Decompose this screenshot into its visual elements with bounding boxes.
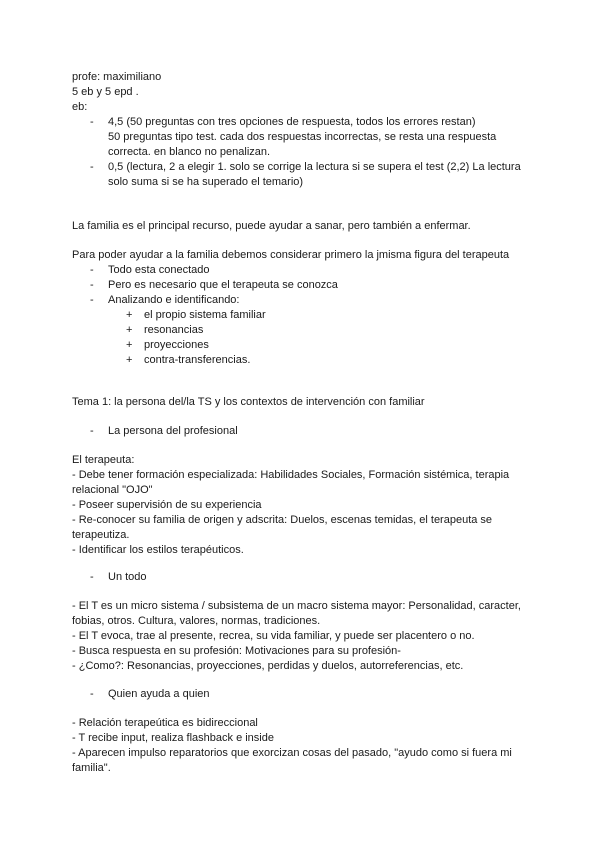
- dash-marker: -: [90, 279, 94, 291]
- sub-item: [72, 323, 542, 338]
- dash-marker: -: [90, 571, 94, 583]
- para-block: [72, 248, 542, 368]
- quien-line: - Aparecen impulso reparatorios que exorcizan cosas del pasado, "ayudo como si fuera mi: [72, 747, 512, 759]
- eb-item-line: 4,5 (50 preguntas con tres opciones de respuesta, todos los errores restan): [108, 116, 476, 128]
- sub-item: [72, 353, 542, 368]
- para-item-text: Analizando e identificando:: [108, 294, 240, 306]
- untodo-block: [72, 599, 542, 674]
- terapeuta-line: - Debe tener formación especializada: Habilidades Sociales, Formación sistémica, terapia: [72, 469, 510, 481]
- dash-marker: -: [90, 264, 94, 276]
- untodo-line: - ¿Como?: Resonancias, proyecciones, perdidas y duelos, autorreferencias, etc.: [72, 660, 464, 672]
- terapeuta-title: El terapeuta:: [72, 454, 135, 466]
- eb-epd-line: 5 eb y 5 epd .: [72, 86, 139, 98]
- sub-item-text: contra-transferencias.: [144, 354, 251, 366]
- header-block: [72, 70, 542, 190]
- dash-marker: -: [90, 161, 94, 173]
- sub-item-text: resonancias: [144, 324, 204, 336]
- para-item: [72, 293, 542, 308]
- eb-item: [72, 115, 542, 160]
- untodo-line: fobias, otros. Cultura, valores, normas, tradiciones.: [72, 615, 321, 627]
- terapeuta-line: - Re-conocer su familia de origen y adscrita: Duelos, escenas temidas, el terapeuta se: [72, 514, 493, 526]
- para-text: Para poder ayudar a la familia debemos considerar primero la jmisma figura del terapeuta: [72, 249, 510, 261]
- eb-item-line: correcta. en blanco no penalizan.: [108, 146, 271, 158]
- tema-text: Tema 1: la persona del/la TS y los contextos de intervención con familiar: [72, 396, 425, 408]
- terapeuta-line: relacional "OJO": [72, 484, 153, 496]
- eb-label: eb:: [72, 101, 88, 113]
- eb-item-line: 50 preguntas tipo test. cada dos respuestas incorrectas, se resta una respuesta: [108, 131, 497, 143]
- sub-item-text: el propio sistema familiar: [144, 309, 266, 321]
- quien-text: Quien ayuda a quien: [108, 688, 210, 700]
- untodo-item: [72, 570, 542, 585]
- para-item-text: Pero es necesario que el terapeuta se conozca: [108, 279, 338, 291]
- quien-line: - Relación terapeútica es bidireccional: [72, 717, 258, 729]
- untodo-line: - El T es un micro sistema / subsistema de un macro sistema mayor: Personalidad, caracter,: [72, 600, 521, 612]
- persona-dash: [72, 424, 542, 439]
- plus-marker: +: [126, 324, 133, 336]
- quien-dash: [72, 687, 542, 702]
- untodo-text: Un todo: [108, 571, 147, 583]
- untodo-line: - El T evoca, trae al presente, recrea, su vida familiar, y puede ser placentero o no.: [72, 630, 475, 642]
- plus-marker: +: [126, 309, 133, 321]
- terapeuta-block: [72, 453, 542, 558]
- intro-paragraph: [72, 219, 542, 234]
- terapeuta-line: - Poseer supervisión de su experiencia: [72, 499, 262, 511]
- para-item: [72, 263, 542, 278]
- dash-marker: -: [90, 425, 94, 437]
- sub-item: [72, 338, 542, 353]
- intro-text: La familia es el principal recurso, puede ayudar a sanar, pero también a enfermar.: [72, 220, 471, 232]
- eb-item-line: solo suma si se ha superado el temario): [108, 176, 304, 188]
- para-item-text: Todo esta conectado: [108, 264, 210, 276]
- para-item: [72, 278, 542, 293]
- eb-item: [72, 160, 542, 190]
- quien-line: - T recibe input, realiza flashback e inside: [72, 732, 274, 744]
- persona-text: La persona del profesional: [108, 425, 238, 437]
- profe-line: profe: maximiliano: [72, 71, 162, 83]
- untodo-dash: [72, 570, 542, 585]
- dash-marker: -: [90, 688, 94, 700]
- tema-heading: [72, 395, 542, 410]
- dash-marker: -: [90, 116, 94, 128]
- persona-item: [72, 424, 542, 439]
- sub-item-text: proyecciones: [144, 339, 209, 351]
- quien-item: [72, 687, 542, 702]
- untodo-line: - Busca respuesta en su profesión: Motivaciones para su profesión-: [72, 645, 401, 657]
- terapeuta-line: - Identificar los estilos terapéuticos.: [72, 544, 244, 556]
- plus-marker: +: [126, 354, 133, 366]
- quien-block: [72, 716, 542, 776]
- terapeuta-line: terapeutiza.: [72, 529, 130, 541]
- quien-line: familia".: [72, 762, 111, 774]
- sub-item: [72, 308, 542, 323]
- eb-item-line: 0,5 (lectura, 2 a elegir 1. solo se corrige la lectura si se supera el test (2,2) La lectura: [108, 161, 521, 173]
- plus-marker: +: [126, 339, 133, 351]
- dash-marker: -: [90, 294, 94, 306]
